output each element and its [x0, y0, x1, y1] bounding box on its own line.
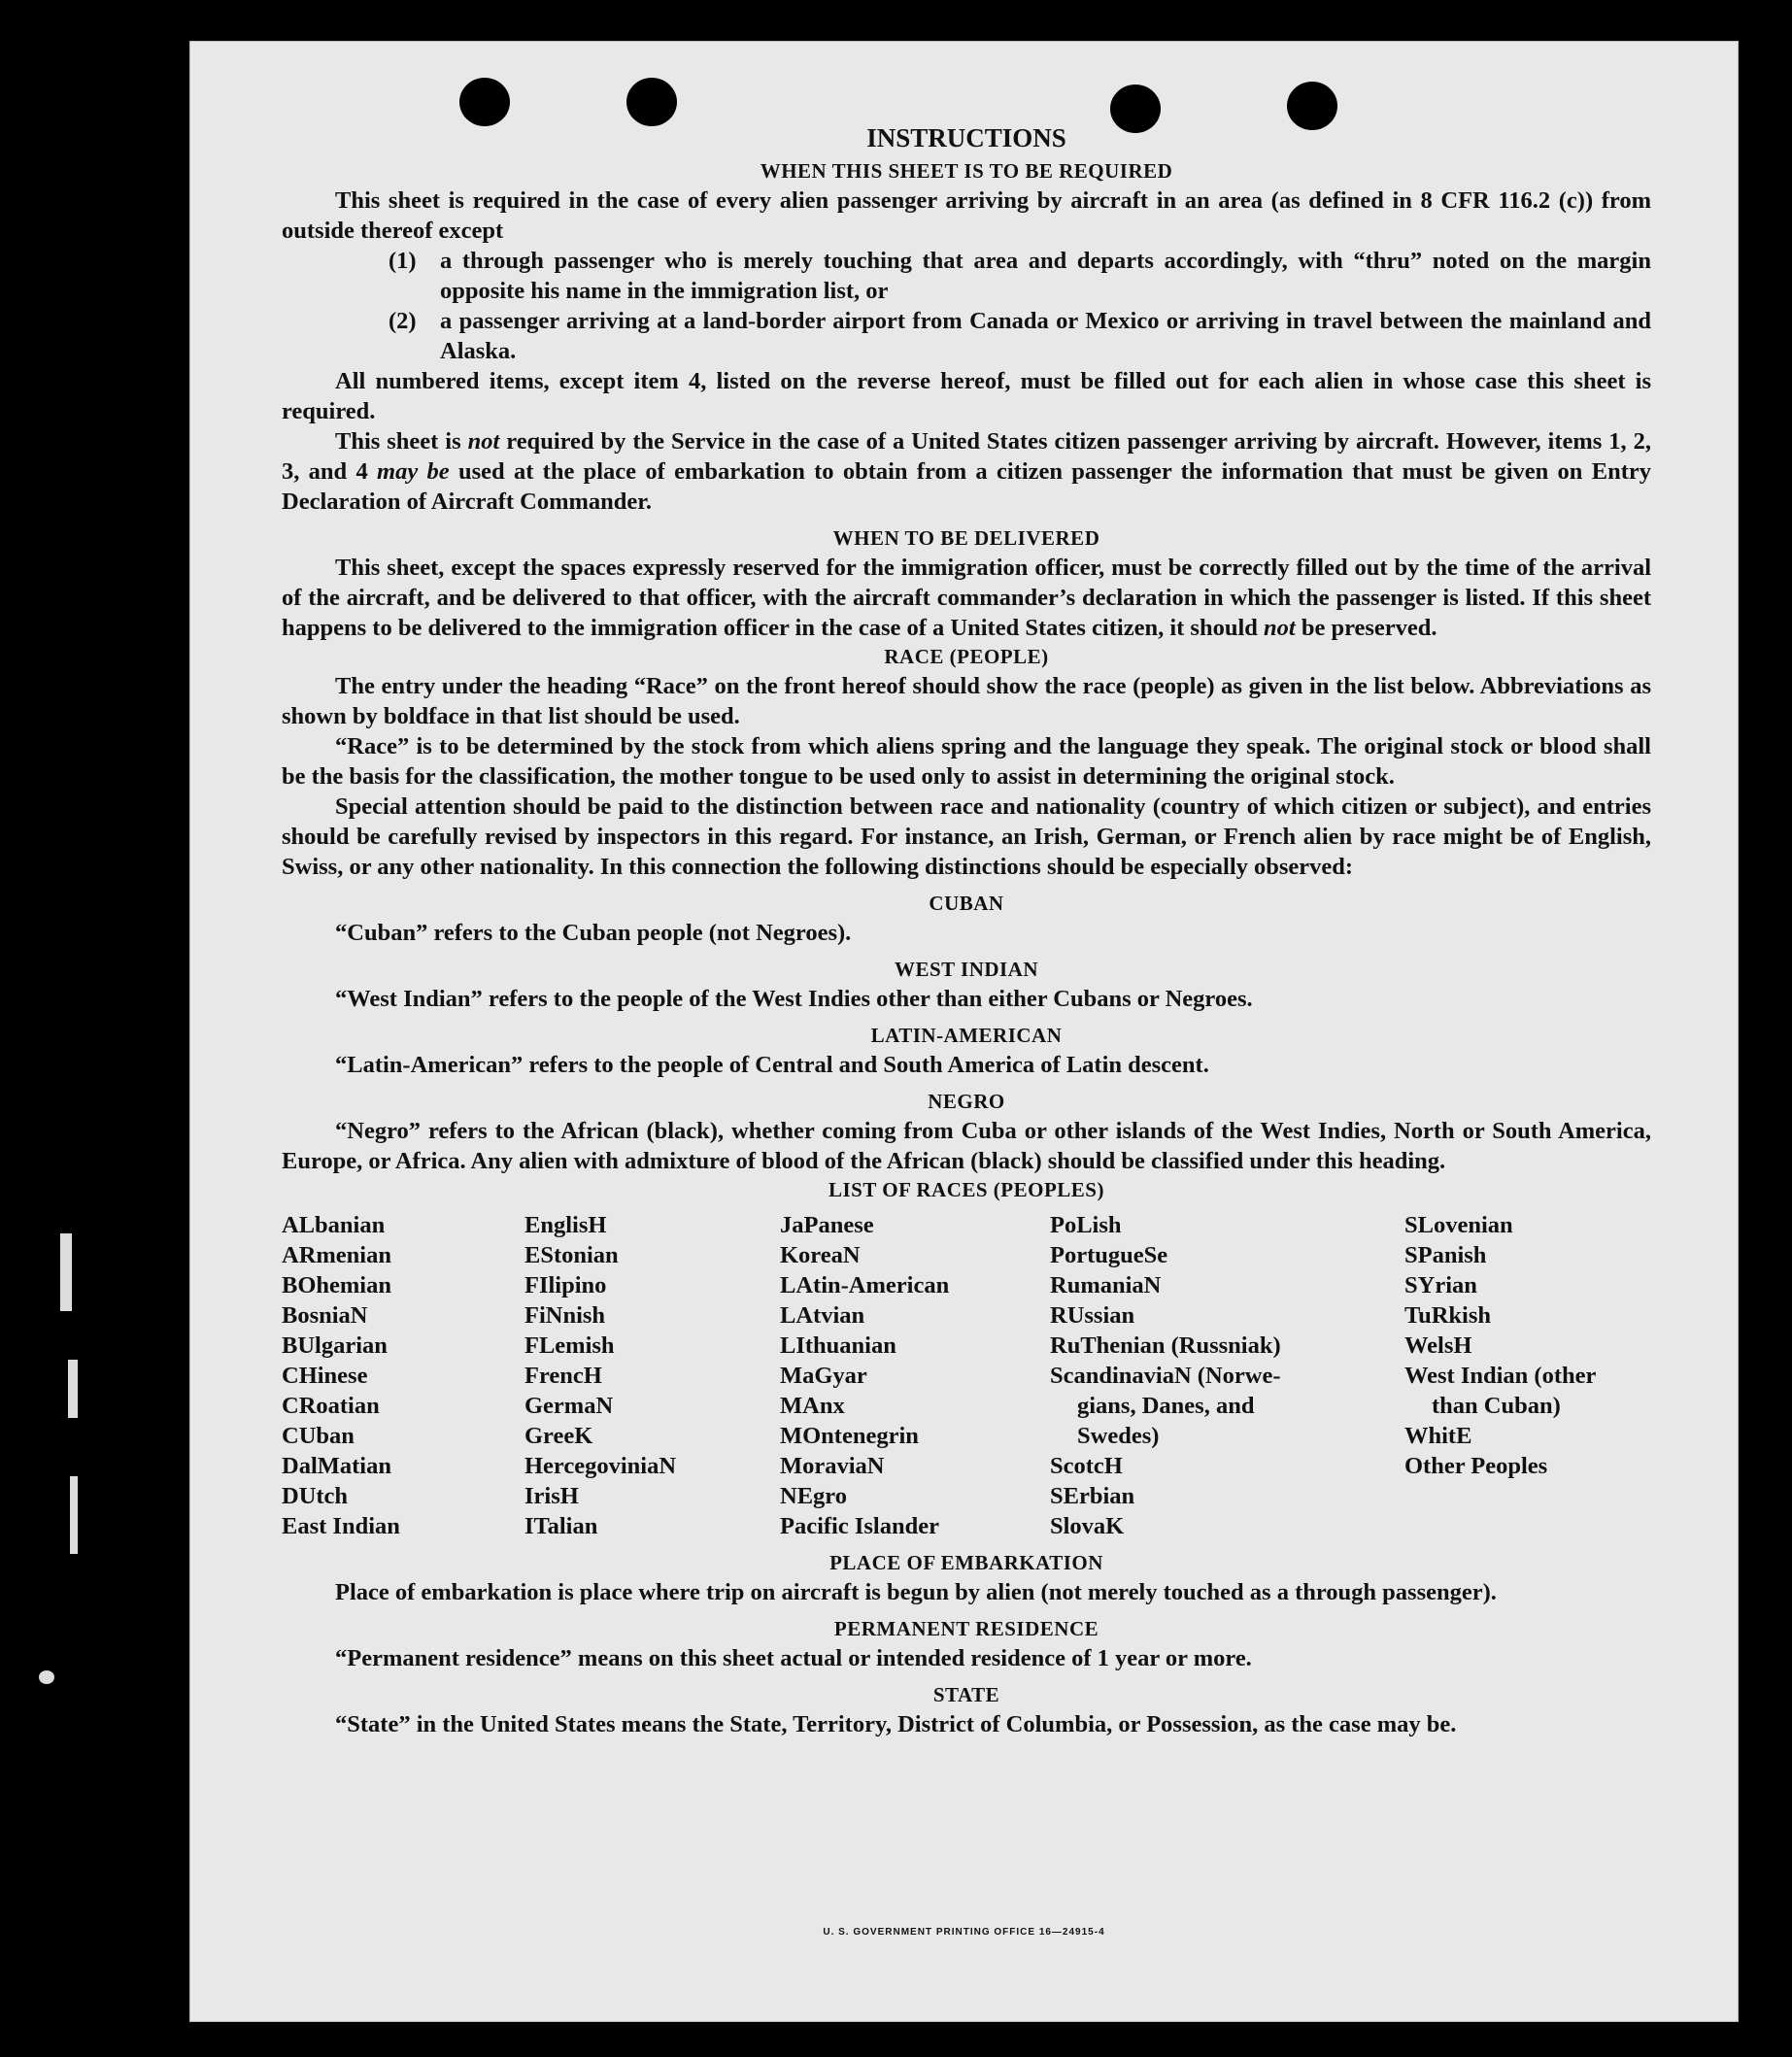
race-entry: CRoatian — [282, 1393, 380, 1419]
races-list — [282, 1210, 1651, 1541]
list-item — [389, 306, 1651, 366]
race-entry: DUtch — [282, 1483, 349, 1509]
paragraph: This sheet is not required by the Service in the case of a United States citizen passenger arriving by aircraft. However, items 1, 2, 3, and 4 may be used at the place of embarkation to obtain from a citizen passenger the information that must be given on Entry Declaration of Aircraft Commander. — [282, 428, 1652, 515]
paragraph: “Cuban” refers to the Cuban people (not Negroes). — [335, 920, 852, 946]
race-entry: WhitE — [1404, 1423, 1472, 1449]
race-entry: MoraviaN — [780, 1453, 885, 1479]
race-entry: ScandinaviaN (Norwe- — [1050, 1363, 1281, 1389]
race-entry: FrencH — [524, 1363, 602, 1389]
section-title: LATIN-AMERICAN — [870, 1024, 1063, 1047]
section-title: WHEN TO BE DELIVERED — [832, 526, 1100, 550]
printer-imprint: U. S. GOVERNMENT PRINTING OFFICE 16—24915-4 — [823, 1927, 1105, 1938]
race-entry: BosniaN — [282, 1302, 368, 1329]
paragraph: This sheet is required in the case of every alien passenger arriving by aircraft in an area (as defined in 8 CFR 116.2 (c)) from outside thereof except — [282, 187, 1651, 244]
race-entry: EnglisH — [524, 1212, 607, 1238]
paragraph: The entry under the heading “Race” on the front hereof should show the race (people) as given in the list below. Abbreviations as shown by boldface in that list should be used. — [282, 673, 1651, 729]
race-entry: Pacific Islander — [780, 1513, 939, 1539]
scan-artifact — [39, 1670, 54, 1684]
race-entry: SPanish — [1404, 1242, 1487, 1268]
race-entry: GreeK — [524, 1423, 593, 1449]
race-entry: TuRkish — [1404, 1302, 1492, 1329]
races-column — [524, 1210, 780, 1541]
race-entry: RumaniaN — [1050, 1272, 1162, 1298]
race-entry: GermaN — [524, 1393, 614, 1419]
race-entry: FiNnish — [524, 1302, 606, 1329]
race-entry: CUban — [282, 1423, 355, 1449]
race-entry: SLovenian — [1404, 1212, 1513, 1238]
race-entry: RuThenian (Russniak) — [1050, 1332, 1281, 1359]
race-entry: Swedes) — [1077, 1423, 1160, 1449]
paragraph: “Permanent residence” means on this sheet actual or intended residence of 1 year or more. — [335, 1645, 1252, 1671]
race-entry: PortugueSe — [1050, 1242, 1168, 1268]
race-entry: West Indian (other — [1404, 1363, 1597, 1389]
race-entry: MaGyar — [780, 1363, 867, 1389]
paragraph: This sheet, except the spaces expressly reserved for the immigration officer, must be correctly filled out by the time of the arrival of the aircraft, and be delivered to that officer, with the aircraft commander’s declaration in which the passenger is listed. If this sheet happens to be delivered to the immigration officer in the case of a United States citizen, it should not be preserved. — [282, 555, 1651, 641]
item-number: (1) — [389, 248, 417, 274]
race-entry: SYrian — [1404, 1272, 1477, 1298]
race-entry: ALbanian — [282, 1212, 386, 1238]
race-entry: SlovaK — [1050, 1513, 1125, 1539]
section-title: CUBAN — [929, 892, 1004, 915]
item-text: a through passenger who is merely touching that area and departs accordingly, with “thru” noted on the margin opposite his name in the immigration list, or — [440, 248, 1651, 304]
races-column — [780, 1210, 1050, 1541]
race-entry: JaPanese — [780, 1212, 874, 1238]
races-column — [282, 1210, 524, 1541]
section-title: PERMANENT RESIDENCE — [833, 1617, 1099, 1640]
race-entry: SErbian — [1050, 1483, 1135, 1509]
race-entry: LAtin-American — [780, 1272, 950, 1298]
race-entry: HercegoviniaN — [524, 1453, 677, 1479]
race-entry: LAtvian — [780, 1302, 865, 1329]
race-entry: than Cuban) — [1432, 1393, 1561, 1419]
race-entry: RUssian — [1050, 1302, 1135, 1329]
race-entry: Other Peoples — [1404, 1453, 1548, 1479]
scan-artifact — [68, 1360, 78, 1418]
race-entry: KoreaN — [780, 1242, 861, 1268]
document-page — [189, 41, 1739, 2022]
race-entry: FLemish — [524, 1332, 615, 1359]
races-column — [1050, 1210, 1404, 1541]
paragraph: “Race” is to be determined by the stock from which aliens spring and the language they speak. The original stock or blood shall be the basis for the classification, the mother tongue to be used only to assist in determining the original stock. — [282, 733, 1651, 790]
race-entry: FIlipino — [524, 1272, 607, 1298]
paragraph: Place of embarkation is place where trip on aircraft is begun by alien (not merely touched as a through passenger). — [335, 1579, 1497, 1605]
race-entry: NEgro — [780, 1483, 847, 1509]
section-title: WEST INDIAN — [894, 958, 1039, 981]
section-title: LIST OF RACES (PEOPLES) — [828, 1178, 1104, 1201]
race-entry: BOhemian — [282, 1272, 391, 1298]
race-entry: DalMatian — [282, 1453, 391, 1479]
race-entry: PoLish — [1050, 1212, 1122, 1238]
race-entry: ARmenian — [282, 1242, 391, 1268]
race-entry: gians, Danes, and — [1077, 1393, 1255, 1419]
race-entry: CHinese — [282, 1363, 368, 1389]
list-item — [389, 246, 1651, 306]
paragraph: “Negro” refers to the African (black), whether coming from Cuba or other islands of the West Indies, North or South America, Europe, or Africa. Any alien with admixture of blood of the African (black) should be classified under this heading. — [282, 1118, 1651, 1174]
race-entry: WelsH — [1404, 1332, 1472, 1359]
paragraph: “Latin-American” refers to the people of Central and South America of Latin descent. — [335, 1052, 1209, 1078]
race-entry: MAnx — [780, 1393, 845, 1419]
section-title: WHEN THIS SHEET IS TO BE REQUIRED — [760, 159, 1173, 183]
race-entry: East Indian — [282, 1513, 400, 1539]
paragraph: All numbered items, except item 4, listed on the reverse hereof, must be filled out for each alien in whose case this sheet is required. — [282, 368, 1651, 424]
document-body — [282, 118, 1651, 1739]
race-entry: LIthuanian — [780, 1332, 896, 1359]
race-entry: ScotcH — [1050, 1453, 1123, 1479]
scan-artifact — [60, 1233, 72, 1311]
race-entry: EStonian — [524, 1242, 619, 1268]
item-text: a passenger arriving at a land-border airport from Canada or Mexico or arriving in travel between the mainland and Alaska. — [440, 308, 1651, 364]
paragraph: “State” in the United States means the State, Territory, District of Columbia, or Possession, as the case may be. — [335, 1711, 1457, 1737]
paragraph: Special attention should be paid to the distinction between race and nationality (country of which citizen or subject), and entries should be carefully revised by inspectors in this regard. For instance, an Irish, German, or French alien by race might be of English, Swiss, or any other nationality. In this connection the following distinctions should be especially observed: — [282, 793, 1651, 880]
race-entry: MOntenegrin — [780, 1423, 919, 1449]
paragraph: “West Indian” refers to the people of the West Indies other than either Cubans or Negroes. — [335, 986, 1253, 1012]
race-entry: IrisH — [524, 1483, 579, 1509]
item-number: (2) — [389, 308, 417, 334]
races-column — [1404, 1210, 1651, 1541]
page-title: INSTRUCTIONS — [866, 123, 1066, 152]
section-title: STATE — [932, 1683, 1000, 1706]
section-title: PLACE OF EMBARKATION — [829, 1551, 1103, 1574]
race-entry: BUlgarian — [282, 1332, 388, 1359]
scan-artifact — [70, 1476, 78, 1554]
section-title: RACE (PEOPLE) — [884, 645, 1049, 668]
section-title: NEGRO — [928, 1090, 1005, 1113]
race-entry: ITalian — [524, 1513, 598, 1539]
